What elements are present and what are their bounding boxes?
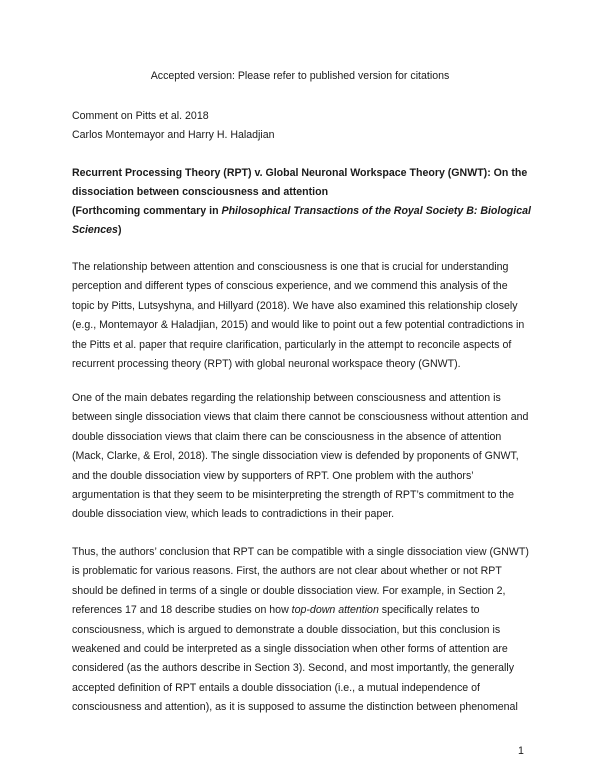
authors-line: Carlos Montemayor and Harry H. Haladjian (72, 129, 275, 141)
commentary-prefix: (Forthcoming commentary in (72, 205, 222, 217)
paper-title (72, 164, 542, 240)
commentary-journal: Philosophical Transactions of the Royal Society B: Biological Sciences (72, 205, 531, 236)
comment-line: Comment on Pitts et al. 2018 (72, 110, 209, 122)
commentary-suffix: ) (117, 224, 122, 236)
paragraph-3 (72, 543, 530, 718)
paragraph-3-part2: specifically relates to consciousness, which is argued to demonstrate a double dissociation, but this conclusion is weakened and could be interpreted as a single dissociation when other forms of attention are considered (as the authors describe in Section 3). Second, and most importantly, the generally accepted definition of RPT entails a double dissociation (i.e., a mutual independence of consciousness and attention), as it is supposed to assume the distinction between phenomenal (72, 604, 518, 714)
paragraph-3-part1: Thus, the authors’ conclusion that RPT can be compatible with a single dissociation view (GNWT) is problematic for various reasons. First, the authors are not clear about whether or not RPT should be defined in terms of a single or double dissociation view. For example, in Section 2, references 17 and 18 describe studies on how (72, 546, 529, 617)
title-main: Recurrent Processing Theory (RPT) v. Global Neuronal Workspace Theory (GNWT): On the dissociation between consciousness and attention (72, 167, 528, 198)
paragraph-1: The relationship between attention and consciousness is one that is crucial for understanding perception and different types of conscious experience, and we commend this analysis of the topic by Pitts, Lutsyshyna, and Hillyard (2018). We have also examined this relationship closely (e.g., Montemayor & Haladjian, 2015) and would like to point out a few potential contradictions in the Pitts et al. paper that require clarification, particularly in the attempt to reconcile aspects of recurrent processing theory (RPT) with global neuronal workspace theory (GNWT). (72, 261, 525, 371)
version-banner: Accepted version: Please refer to published version for citations (150, 70, 450, 82)
paragraph-3-emphasis: top-down attention (291, 604, 379, 617)
paragraph-2: One of the main debates regarding the relationship between consciousness and attention is between single dissociation views that claim there cannot be consciousness without attention and double dissociation views that claim there can be consciousness in the absence of attention (Mack, Clarke, & Erol, 2018). The single dissociation view is defended by proponents of GNWT, and the double dissociation view by supporters of RPT. One problem with the authors’ argumentation is that they seem to be misinterpreting the strength of RPT’s commitment to the double dissociation view, which leads to contradictions in their paper. (72, 392, 529, 521)
page-number: 1 (518, 745, 524, 757)
